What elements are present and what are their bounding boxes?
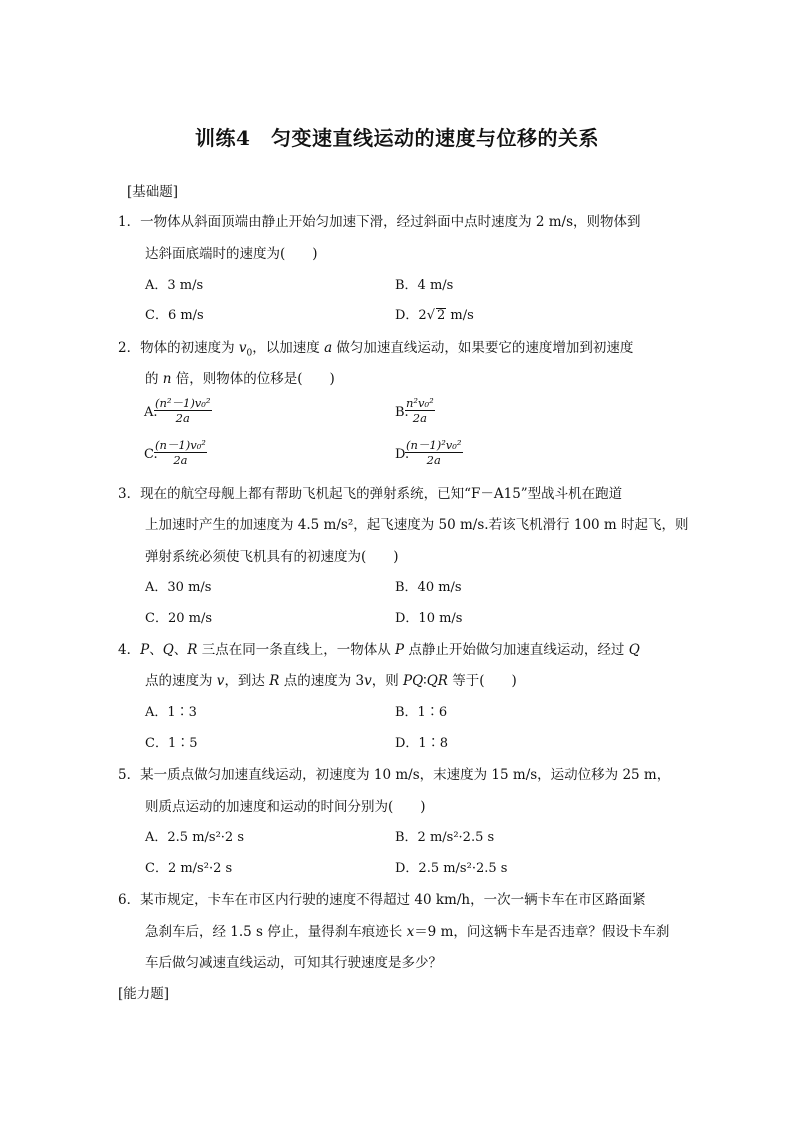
- q4-var: P: [140, 642, 150, 658]
- question-4-option-b: B．1∶6: [395, 705, 448, 720]
- q4-var: PQ: [403, 673, 424, 689]
- q2-sub-0: 0: [246, 348, 253, 359]
- sqrt-sign: √: [426, 308, 435, 323]
- question-3-line-3: 弹射系统必须使飞机具有的初速度为( ): [145, 549, 399, 565]
- q4-text: 三点在同一条直线上，一物体从: [197, 642, 396, 658]
- fraction-numerator: (n²－1)v₀²: [155, 396, 211, 410]
- q6-text: 急刹车后，经 1.5 s 停止，量得刹车痕迹长: [145, 924, 407, 940]
- question-4-option-c: C．1∶5: [145, 736, 198, 751]
- question-2-option-c-fraction: [154, 438, 207, 467]
- question-2-line-1: [118, 336, 633, 359]
- q2-text: 倍，则物体的位移是( ): [171, 371, 335, 387]
- question-3-option-b: B．40 m/s: [395, 580, 462, 595]
- q4-text: 4．: [118, 642, 141, 658]
- fraction-denominator: 2a: [426, 453, 441, 467]
- q4-var: v: [364, 673, 372, 689]
- q4-text: 点的速度为 3: [279, 673, 365, 689]
- question-5-option-c: C．2 m/s²·2 s: [145, 861, 233, 876]
- q4-text: 、: [173, 642, 188, 658]
- q6-text: ＝9 m，问这辆卡车是否违章？假设卡车刹: [414, 924, 670, 940]
- fraction-denominator: 2a: [412, 411, 427, 425]
- q4-var: P: [395, 642, 405, 658]
- question-5-option-b: B．2 m/s²·2.5 s: [395, 830, 495, 845]
- q2-text: 做匀加速直线运动，如果要它的速度增加到初速度: [332, 340, 634, 356]
- question-2-option-b-label: B.: [395, 405, 409, 420]
- fraction-denominator: 2a: [173, 453, 188, 467]
- question-4-line-2: [145, 669, 517, 689]
- q4-var: Q: [162, 642, 174, 658]
- question-1-option-d: [395, 304, 474, 323]
- option-d-prefix: D．2: [395, 308, 427, 323]
- question-2-option-a-fraction: [154, 396, 212, 425]
- question-1-option-c: C．6 m/s: [145, 308, 204, 323]
- q2-text: 的: [145, 371, 163, 387]
- question-2-option-d-fraction: [405, 438, 463, 467]
- q4-text: 、: [149, 642, 163, 658]
- q6-var-x: x: [406, 924, 415, 940]
- question-3-option-d: D．10 m/s: [395, 611, 463, 626]
- q4-text: ∶: [423, 673, 427, 689]
- question-2-option-b-fraction: [405, 396, 435, 425]
- q4-var: R: [187, 642, 198, 658]
- q4-var: Q: [628, 642, 640, 658]
- question-5-option-d: D．2.5 m/s²·2.5 s: [395, 861, 508, 876]
- question-4-option-d: D．1∶8: [395, 736, 448, 751]
- fraction-numerator: n²v₀²: [406, 396, 434, 410]
- q4-text: 点静止开始做匀加速直线运动，经过: [404, 642, 629, 658]
- q2-var-a: a: [324, 340, 333, 356]
- q4-text: 点的速度为: [145, 673, 217, 689]
- question-2-option-d-label: D.: [395, 447, 410, 462]
- q4-text: ，到达: [224, 673, 270, 689]
- fraction-denominator: 2a: [175, 411, 190, 425]
- fraction-numerator: (n－1)²v₀²: [406, 438, 462, 452]
- question-1-line-2: 达斜面底端时的速度为( ): [145, 246, 318, 262]
- option-d-unit: m/s: [446, 308, 474, 323]
- question-3-line-2: 上加速时产生的加速度为 4.5 m/s²，起飞速度为 50 m/s.若该飞机滑行 100 m 时起飞，则: [145, 517, 689, 533]
- question-2-line-2: [145, 367, 335, 387]
- question-5-line-2: 则质点运动的加速度和运动的时间分别为( ): [145, 799, 426, 815]
- section-ability: [能力题]: [118, 986, 170, 1002]
- question-5-line-1: 5．某一质点做匀加速直线运动，初速度为 10 m/s，末速度为 15 m/s，运动位移为 25 m，: [118, 767, 671, 783]
- question-1-option-a: A．3 m/s: [145, 278, 204, 293]
- q4-text: ，则: [371, 673, 404, 689]
- q4-text: 等于( ): [447, 673, 517, 689]
- question-6-line-2: [145, 920, 669, 940]
- question-2-option-c-label: C.: [144, 447, 158, 462]
- question-1-line-1: 1．一物体从斜面顶端由静止开始匀加速下滑，经过斜面中点时速度为 2 m/s，则物体到: [118, 214, 641, 230]
- page-title: 训练4 匀变速直线运动的速度与位移的关系: [195, 126, 599, 150]
- question-3-option-a: A．30 m/s: [145, 580, 212, 595]
- q2-var-n: n: [162, 371, 172, 387]
- question-5-option-a: A．2.5 m/s²·2 s: [145, 830, 244, 845]
- question-4-option-a: A．1∶3: [145, 705, 197, 720]
- question-3-option-c: C．20 m/s: [145, 611, 212, 626]
- question-2-option-a-label: A.: [144, 405, 158, 420]
- question-6-line-3: 车后做匀减速直线运动，可知其行驶速度是多少？: [145, 955, 442, 971]
- q4-var: R: [269, 673, 280, 689]
- q4-var: QR: [426, 673, 448, 689]
- question-3-line-1: 3．现在的航空母舰上都有帮助飞机起飞的弹射系统，已知“F－A15”型战斗机在跑道: [118, 486, 623, 502]
- question-4-line-1: [118, 638, 640, 658]
- q2-text: 2．物体的初速度为: [118, 340, 239, 356]
- question-1-option-b: B．4 m/s: [395, 278, 454, 293]
- q4-var: v: [216, 673, 225, 689]
- section-basic: [基础题]: [127, 184, 179, 200]
- fraction-numerator: (n－1)v₀²: [155, 438, 206, 452]
- question-6-line-1: 6．某市规定，卡车在市区内行驶的速度不得超过 40 km/h，一次一辆卡车在市区路面紧: [118, 892, 646, 908]
- q2-var-v: v: [238, 340, 247, 356]
- sqrt-radicand: 2: [437, 308, 446, 323]
- q2-text: ，以加速度: [252, 340, 325, 356]
